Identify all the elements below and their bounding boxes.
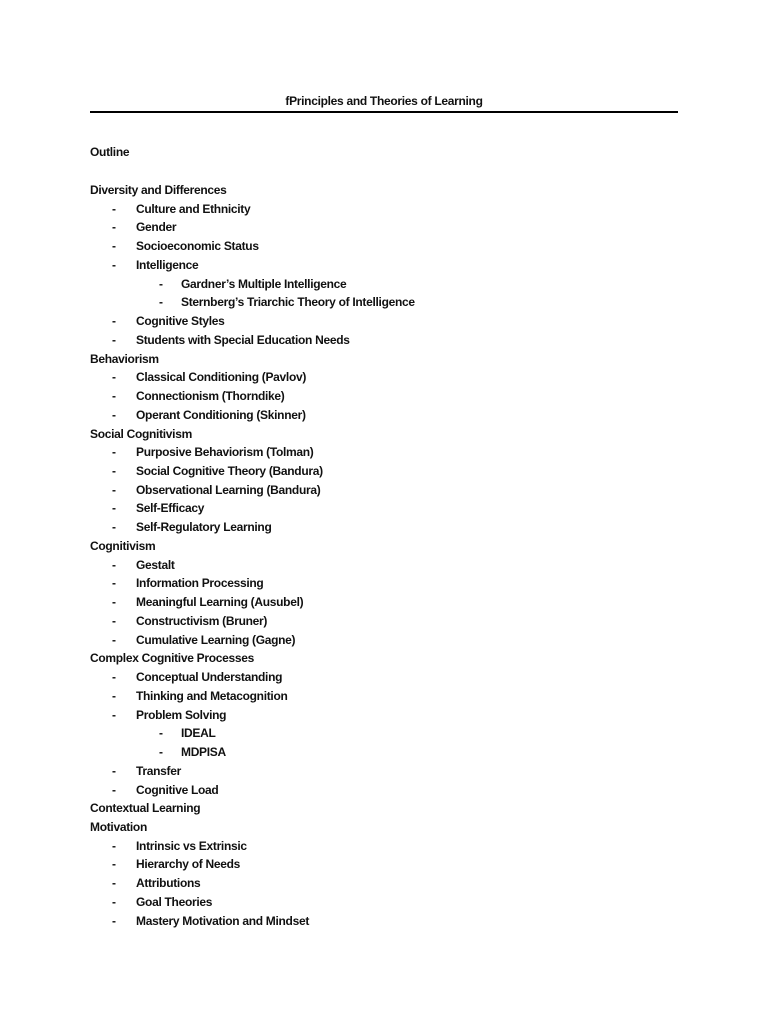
outline-list-item [0, 574, 768, 593]
bullet-dash: - [112, 595, 116, 610]
outline-item-text: Diversity and Differences [90, 183, 227, 197]
bullet-dash: - [112, 501, 116, 516]
outline-section [0, 537, 768, 556]
bullet-dash: - [112, 389, 116, 404]
outline-item-text: Transfer [136, 763, 181, 778]
outline-list-item [0, 218, 768, 237]
outline-list-item [0, 855, 768, 874]
bullet-dash: - [112, 876, 116, 891]
outline-list-item [0, 781, 768, 800]
bullet-dash: - [112, 913, 116, 928]
outline-item-text: Classical Conditioning (Pavlov) [136, 370, 307, 385]
outline-item-text: Conceptual Understanding [136, 670, 283, 685]
outline-list-item [0, 368, 768, 387]
outline-item-text: Culture and Ethnicity [136, 201, 251, 216]
outline-section [0, 181, 768, 200]
outline-list-item [0, 331, 768, 350]
bullet-dash: - [112, 894, 116, 909]
outline-item-text: Self-Regulatory Learning [136, 520, 272, 535]
bullet-dash: - [112, 557, 116, 572]
outline-list-item [0, 275, 768, 294]
outline-item-text: Students with Special Education Needs [136, 332, 350, 347]
outline-list-item [0, 706, 768, 725]
outline-list [0, 181, 768, 930]
outline-list-item [0, 443, 768, 462]
bullet-dash: - [112, 370, 116, 385]
bullet-dash: - [112, 445, 116, 460]
outline-list-item [0, 237, 768, 256]
outline-item-text: Social Cognitive Theory (Bandura) [136, 464, 323, 479]
bullet-dash: - [112, 201, 116, 216]
outline-item-text: Behaviorism [90, 351, 159, 366]
outline-item-text: Attributions [136, 876, 201, 891]
outline-item-text: Cognitivism [90, 538, 156, 553]
outline-item-text: Hierarchy of Needs [136, 857, 240, 872]
bullet-dash: - [112, 857, 116, 872]
bullet-dash: - [112, 314, 116, 329]
outline-item-text: Problem Solving [136, 707, 227, 722]
bullet-dash: - [159, 726, 163, 741]
bullet-dash: - [159, 295, 163, 310]
outline-item-text: Cognitive Load [136, 782, 219, 797]
outline-list-item [0, 687, 768, 706]
outline-item-text: Gardner’s Multiple Intelligence [181, 276, 347, 291]
outline-list-item [0, 556, 768, 575]
bullet-dash: - [112, 220, 116, 235]
outline-item-text: Self-Efficacy [136, 501, 205, 516]
outline-list-item [0, 631, 768, 650]
bullet-dash: - [112, 707, 116, 722]
outline-item-text: Connectionism (Thorndike) [136, 389, 285, 404]
outline-item-text: IDEAL [181, 726, 216, 741]
outline-item-text: Socioeconomic Status [136, 239, 259, 254]
bullet-dash: - [112, 763, 116, 778]
outline-list-item [0, 499, 768, 518]
bullet-dash: - [112, 782, 116, 797]
bullet-dash: - [112, 632, 116, 647]
title-underline-divider [90, 111, 678, 113]
outline-item-text: Cognitive Styles [136, 314, 225, 329]
outline-item-text: Mastery Motivation and Mindset [136, 913, 310, 928]
outline-item-text: Operant Conditioning (Skinner) [136, 407, 306, 422]
outline-item-text: Meaningful Learning (Ausubel) [136, 595, 304, 610]
outline-list-item [0, 518, 768, 537]
outline-list-item [0, 874, 768, 893]
outline-list-item [0, 743, 768, 762]
outline-item-text: Goal Theories [136, 894, 213, 909]
outline-item-text: Intrinsic vs Extrinsic [136, 838, 247, 853]
outline-section [0, 799, 768, 818]
outline-list-item [0, 612, 768, 631]
bullet-dash: - [112, 332, 116, 347]
outline-list-item [0, 668, 768, 687]
bullet-dash: - [112, 688, 116, 703]
outline-section [0, 818, 768, 837]
outline-section [0, 350, 768, 369]
bullet-dash: - [159, 276, 163, 291]
outline-section [0, 425, 768, 444]
bullet-dash: - [112, 407, 116, 422]
outline-item-text: Observational Learning (Bandura) [136, 482, 321, 497]
outline-item-text: Purposive Behaviorism (Tolman) [136, 445, 314, 460]
bullet-dash: - [112, 520, 116, 535]
outline-list-item [0, 312, 768, 331]
outline-item-text: Intelligence [136, 257, 199, 272]
outline-heading: Outline [90, 145, 130, 159]
outline-item-text: Contextual Learning [90, 801, 201, 816]
outline-list-item [0, 200, 768, 219]
document-title: fPrinciples and Theories of Learning [285, 94, 483, 108]
outline-item-text: Gender [136, 220, 177, 235]
bullet-dash: - [112, 239, 116, 254]
outline-item-text: Information Processing [136, 576, 264, 591]
bullet-dash: - [112, 613, 116, 628]
outline-list-item [0, 462, 768, 481]
outline-list-item [0, 256, 768, 275]
outline-list-item [0, 762, 768, 781]
outline-item-text: MDPISA [181, 745, 226, 760]
bullet-dash: - [112, 482, 116, 497]
bullet-dash: - [112, 838, 116, 853]
bullet-dash: - [112, 576, 116, 591]
outline-item-text: Complex Cognitive Processes [90, 651, 254, 666]
outline-item-text: Motivation [90, 819, 147, 834]
outline-item-text: Social Cognitivism [90, 426, 192, 441]
outline-list-item [0, 837, 768, 856]
bullet-dash: - [112, 670, 116, 685]
outline-item-text: Cumulative Learning (Gagne) [136, 632, 296, 647]
bullet-dash: - [112, 257, 116, 272]
outline-list-item [0, 387, 768, 406]
bullet-dash: - [159, 745, 163, 760]
outline-list-item [0, 593, 768, 612]
outline-list-item [0, 893, 768, 912]
outline-list-item [0, 912, 768, 931]
outline-list-item [0, 406, 768, 425]
outline-list-item [0, 724, 768, 743]
outline-item-text: Constructivism (Bruner) [136, 613, 268, 628]
bullet-dash: - [112, 464, 116, 479]
outline-list-item [0, 481, 768, 500]
outline-list-item [0, 293, 768, 312]
outline-section [0, 649, 768, 668]
outline-item-text: Sternberg’s Triarchic Theory of Intelligence [181, 295, 415, 310]
outline-item-text: Gestalt [136, 557, 175, 572]
outline-item-text: Thinking and Metacognition [136, 688, 288, 703]
